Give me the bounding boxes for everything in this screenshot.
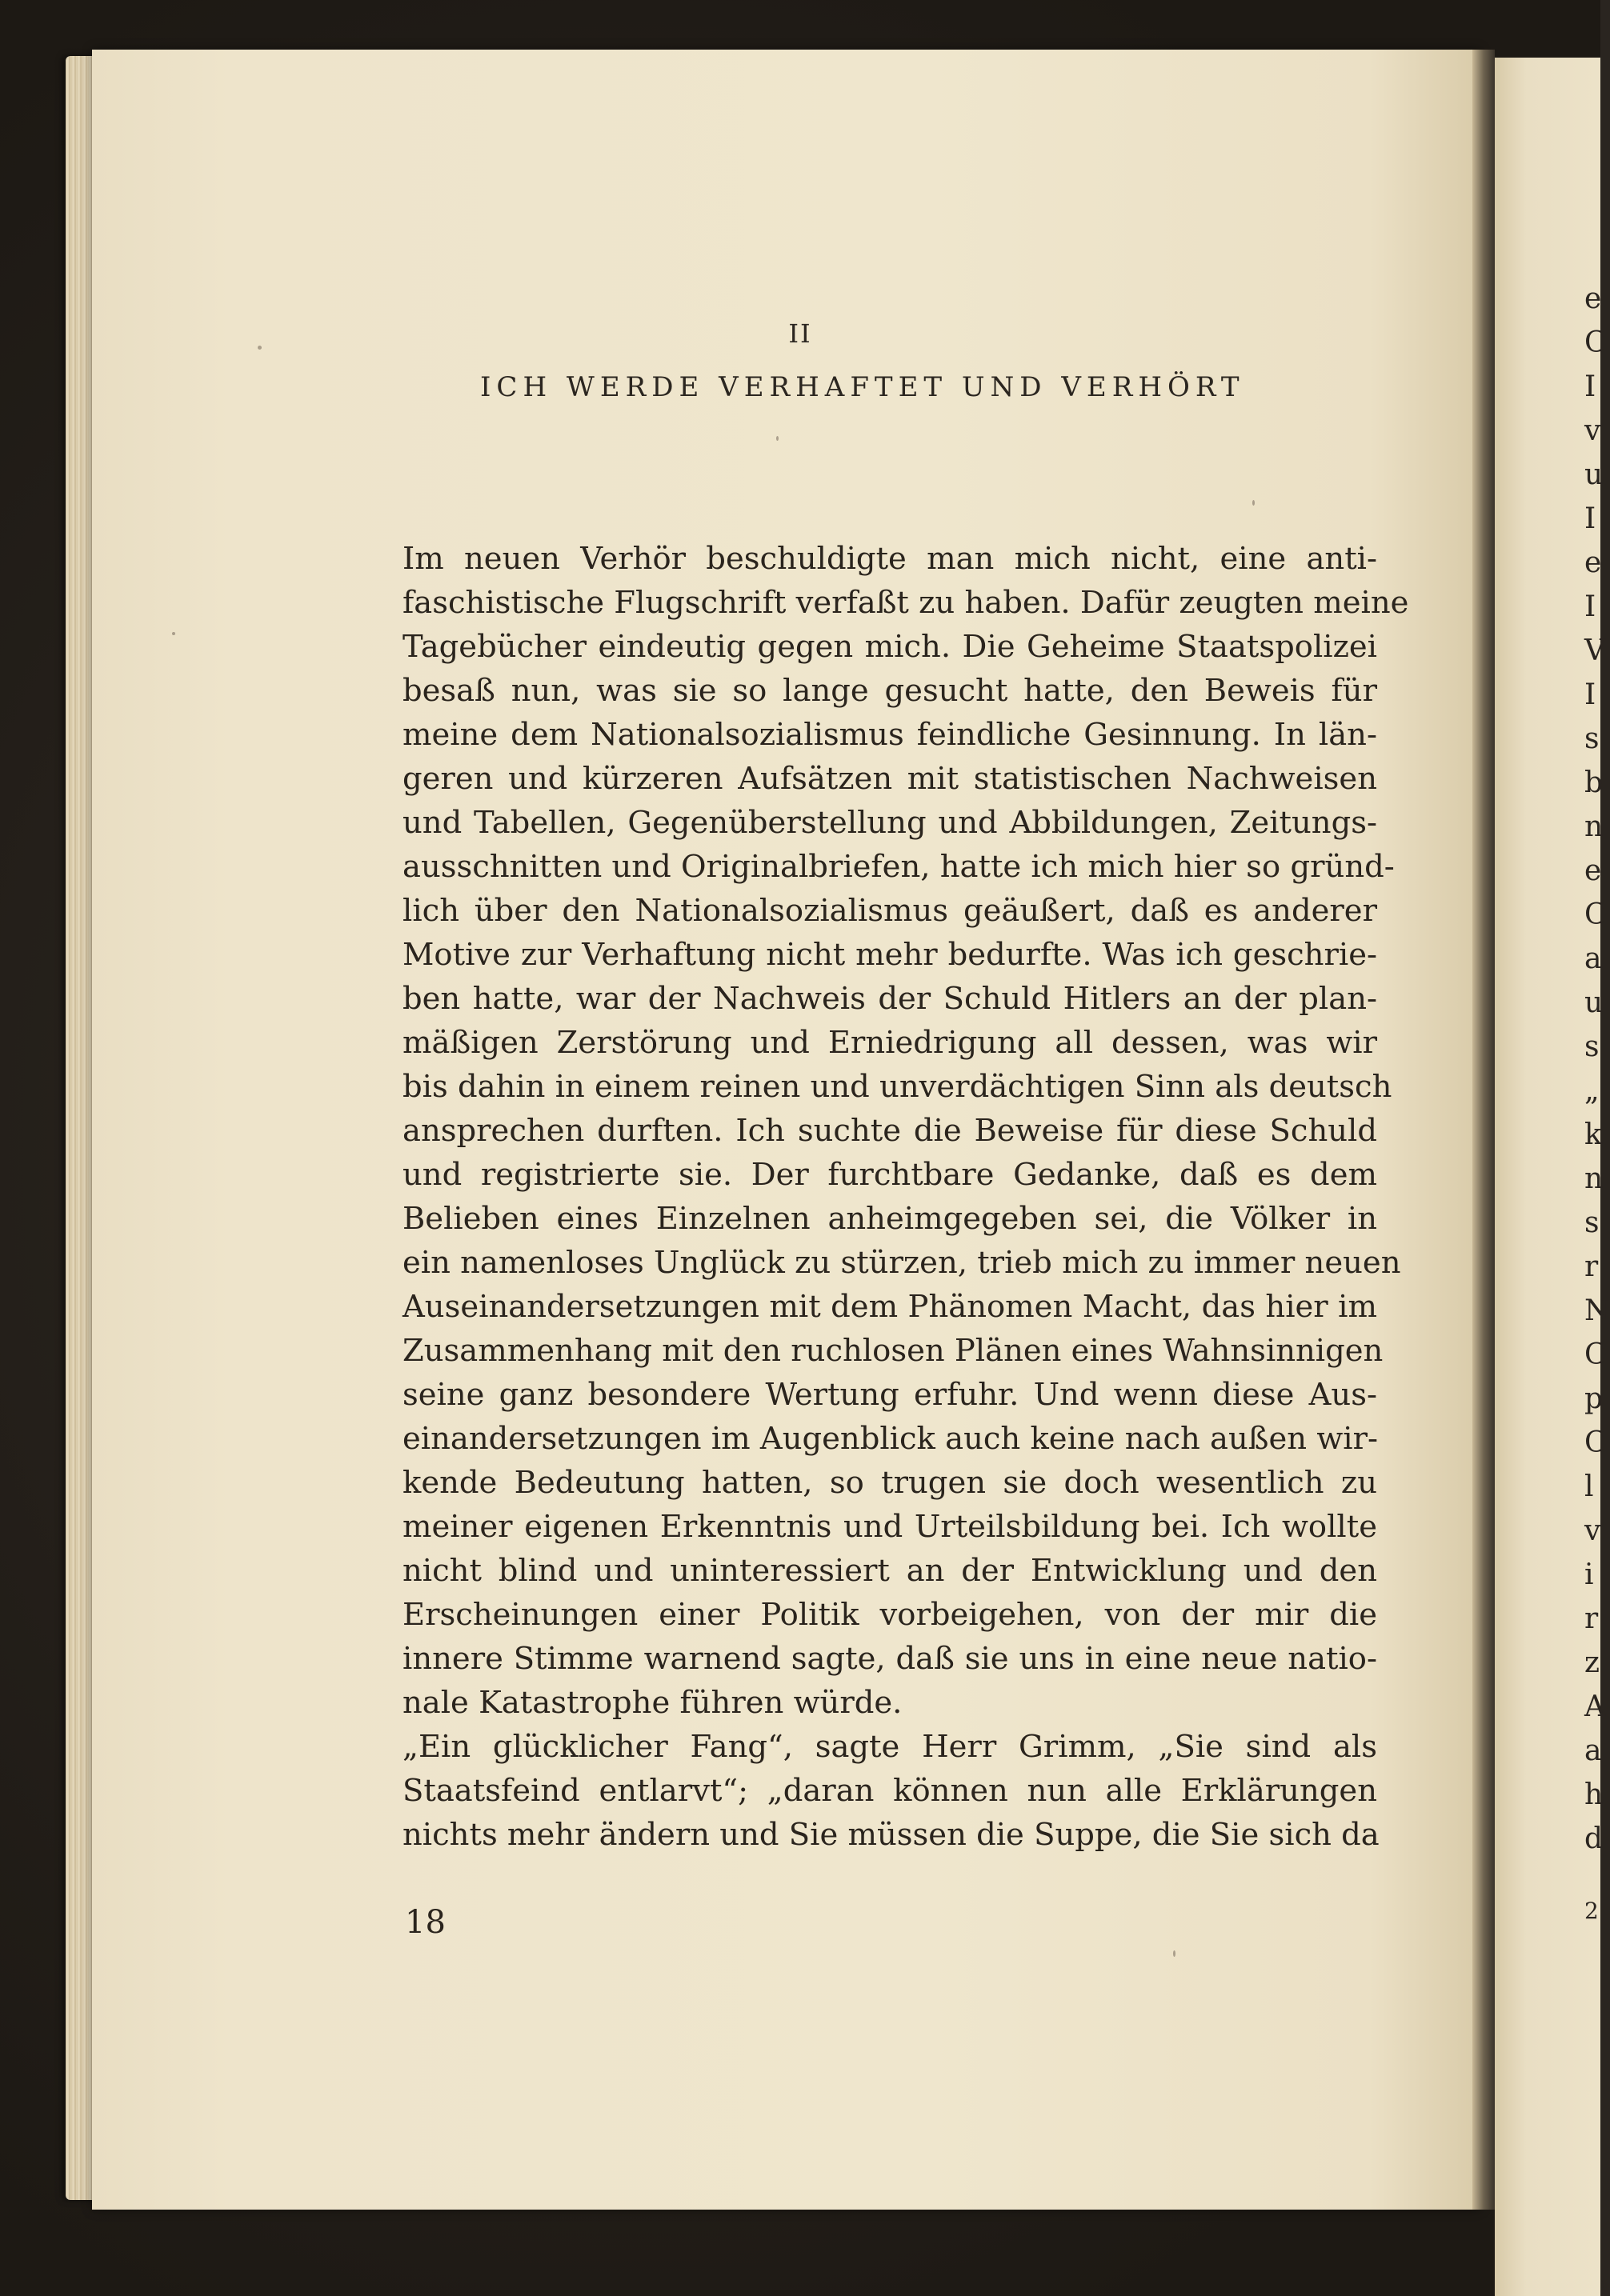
- text-line: „Ein glücklicher Fang“, sagte Herr Grimm, „Sie sind als: [402, 1729, 1377, 1765]
- paper-speck: [1173, 1950, 1175, 1957]
- text-line: seine ganz besondere Wertung erfuhr. Und wenn diese Aus-: [402, 1377, 1377, 1413]
- facing-page-fragment: A: [1584, 1690, 1605, 1723]
- text-line: und registrierte sie. Der furchtbare Gedanke, daß es dem: [402, 1157, 1377, 1193]
- text-line: Erscheinungen einer Politik vorbeigehen, von der mir die: [402, 1597, 1377, 1633]
- text-line: ben hatte, war der Nachweis der Schuld Hitlers an der plan-: [402, 981, 1377, 1017]
- facing-page-fragment: s: [1584, 1206, 1600, 1239]
- facing-page-fragment: I: [1584, 678, 1596, 711]
- facing-page-fragment: s: [1584, 1030, 1600, 1063]
- text-line: Motive zur Verhaftung nicht mehr bedurfte. Was ich geschrie-: [402, 937, 1377, 973]
- facing-page-fragment: N: [1584, 1294, 1610, 1327]
- facing-page-fragment: r: [1584, 1250, 1599, 1283]
- book-gutter: [1472, 50, 1495, 2210]
- facing-page-fragment: s: [1584, 722, 1600, 755]
- facing-page-fragment: i: [1584, 1558, 1594, 1591]
- text-line: und Tabellen, Gegenüberstellung und Abbildungen, Zeitungs-: [402, 805, 1377, 841]
- facing-page-fragment: u: [1584, 458, 1604, 491]
- facing-page-fragment: v: [1584, 414, 1601, 447]
- facing-page-fragment: p: [1584, 1382, 1604, 1415]
- facing-page-fragment: l: [1584, 1470, 1594, 1503]
- facing-page-fragment: z: [1584, 1646, 1600, 1679]
- facing-page-fragment: C: [1584, 898, 1607, 931]
- text-line: Zusammenhang mit den ruchlosen Plänen eines Wahnsinnigen: [402, 1333, 1384, 1369]
- facing-page-fragment: I: [1584, 370, 1596, 403]
- facing-page-fragment: n: [1584, 810, 1604, 843]
- text-line: Belieben eines Einzelnen anheimgegeben sei, die Völker in: [402, 1201, 1377, 1237]
- text-line: einandersetzungen im Augenblick auch keine nach außen wir-: [402, 1421, 1379, 1457]
- chapter-number: II: [788, 318, 812, 349]
- body-text: [402, 537, 1409, 1857]
- text-line: meine dem Nationalsozialismus feindliche Gesinnung. In län-: [402, 717, 1377, 753]
- text-line: innere Stimme warnend sagte, daß sie uns in eine neue natio-: [402, 1641, 1377, 1677]
- text-line: meiner eigenen Erkenntnis und Urteilsbildung bei. Ich wollte: [402, 1509, 1377, 1545]
- chapter-title: ICH WERDE VERHAFTET UND VERHÖRT: [480, 371, 1245, 403]
- text-line: faschistische Flugschrift verfaßt zu haben. Dafür zeugten meine: [402, 585, 1409, 621]
- text-line: nicht blind und uninteressiert an der Entwicklung und den: [402, 1553, 1377, 1589]
- text-line: lich über den Nationalsozialismus geäußert, daß es anderer: [402, 893, 1377, 929]
- text-line: nichts mehr ändern und Sie müssen die Suppe, die Sie sich da: [402, 1817, 1380, 1853]
- facing-page-fragment: „: [1584, 1074, 1600, 1107]
- facing-page-fragment: d: [1584, 1822, 1604, 1855]
- paper-speck: [776, 436, 779, 441]
- text-line: Tagebücher eindeutig gegen mich. Die Geheime Staatspolizei: [402, 629, 1377, 665]
- text-line: ein namenloses Unglück zu stürzen, trieb mich zu immer neuen: [402, 1245, 1401, 1281]
- text-line: besaß nun, was sie so lange gesucht hatte, den Beweis für: [402, 673, 1377, 709]
- facing-page-number-fragment: 2: [1584, 1898, 1599, 1924]
- text-line: bis dahin in einem reinen und unverdächtigen Sinn als deutsch: [402, 1069, 1392, 1105]
- text-line: geren und kürzeren Aufsätzen mit statistischen Nachweisen: [402, 761, 1377, 797]
- facing-page-fragment: h: [1584, 1778, 1604, 1811]
- text-line: ausschnitten und Originalbriefen, hatte ich mich hier so gründ-: [402, 849, 1395, 885]
- paper-speck: [172, 632, 175, 635]
- facing-page-fragment: k: [1584, 1118, 1602, 1151]
- text-line: kende Bedeutung hatten, so trugen sie doch wesentlich zu: [402, 1465, 1377, 1501]
- facing-page-fragment: C: [1584, 1426, 1607, 1459]
- facing-page-fragment: C: [1584, 1338, 1607, 1371]
- facing-page-fragment: e: [1584, 282, 1602, 315]
- facing-page-fragment: v: [1584, 1514, 1601, 1547]
- facing-page-fragment: n: [1584, 1162, 1604, 1195]
- text-line: nale Katastrophe führen würde.: [402, 1685, 903, 1721]
- facing-page-fragment: V: [1584, 634, 1605, 667]
- facing-page-fragment: a: [1584, 942, 1602, 975]
- facing-page-fragment: e: [1584, 546, 1602, 579]
- text-line: Auseinandersetzungen mit dem Phänomen Macht, das hier im: [402, 1289, 1377, 1325]
- facing-page-fragment: a: [1584, 1734, 1602, 1767]
- facing-page: [1495, 58, 1610, 2296]
- text-line: ansprechen durften. Ich suchte die Beweise für diese Schuld: [402, 1113, 1377, 1149]
- facing-page-fragment: C: [1584, 326, 1607, 359]
- text-line: Im neuen Verhör beschuldigte man mich nicht, eine anti-: [402, 541, 1377, 577]
- facing-page-fragment: e: [1584, 854, 1602, 887]
- facing-page-fragment: I: [1584, 502, 1596, 535]
- text-line: Staatsfeind entlarvt“; „daran können nun alle Erklärungen: [402, 1773, 1377, 1809]
- facing-page-fragment: I: [1584, 590, 1596, 623]
- facing-page-fragment: r: [1584, 1602, 1599, 1635]
- facing-page-fragment: u: [1584, 986, 1604, 1019]
- paper-speck: [1252, 500, 1255, 506]
- page-number: 18: [405, 1904, 446, 1941]
- facing-page-fragment: b: [1584, 766, 1604, 799]
- paper-speck: [258, 346, 262, 350]
- text-line: mäßigen Zerstörung und Erniedrigung all dessen, was wir: [402, 1025, 1377, 1061]
